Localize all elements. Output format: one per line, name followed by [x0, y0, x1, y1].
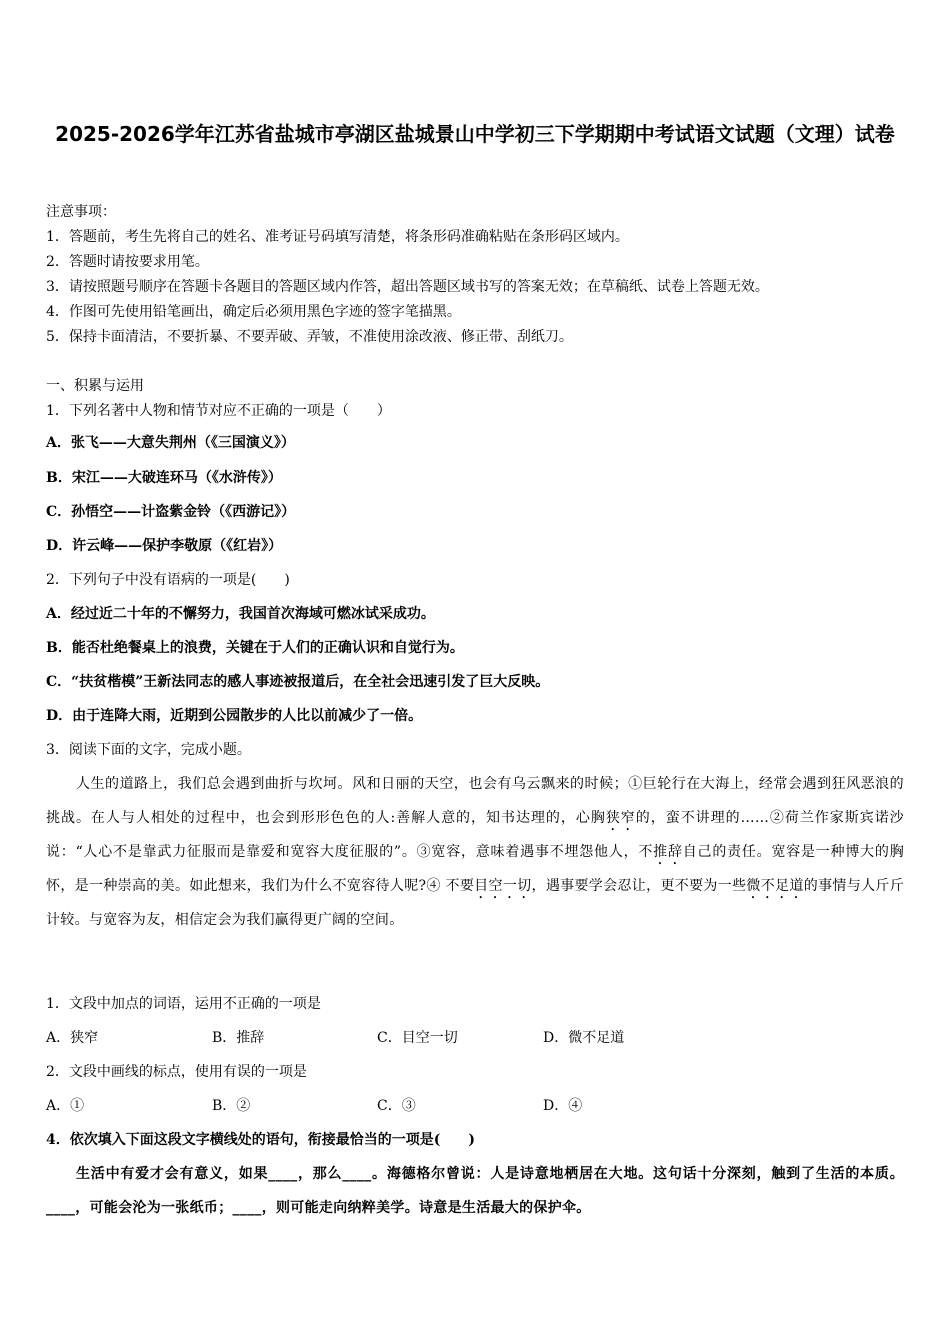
dotted-word: 目空一切 [474, 878, 532, 894]
notice-item: 3．请按照题号顺序在答题卡各题目的答题区域内作答，超出答题区域书写的答案无效；在草稿纸、试卷上答题无效。 [46, 279, 769, 295]
dotted-word: 微不足道 [746, 878, 804, 894]
question-3-stem: 3．阅读下面的文字，完成小题。 [46, 742, 251, 758]
notice-item: 5．保持卡面清洁，不要折暴、不要弄破、弄皱，不准使用涂改液、修正带、刮纸刀。 [46, 329, 573, 345]
question-4-passage: 生活中有爱才会有意义，如果____，那么____。海德格尔曾说：人是诗意地栖居在大地。这句话十分深刻，触到了生活的本质。____，可能会沦为一张纸币；____，则可能走向纳粹美学。诗意是生活最大的保护伞。 [46, 1166, 904, 1216]
dotted-word: 狭窄 [605, 810, 636, 826]
question-4-stem: 4．依次填入下面这段文字横线处的语句，衔接最恰当的一项是( ) [46, 1132, 475, 1148]
subquestion-1-stem: 1．文段中加点的词语，运用不正确的一项是 [46, 996, 321, 1012]
subquestion-2-option-c: C．③ [377, 1098, 416, 1114]
dotted-word: 推辞 [653, 844, 683, 860]
question-2-option-b: B．能否杜绝餐桌上的浪费，关键在于人们的正确认识和自觉行为。 [46, 640, 464, 656]
subquestion-1-option-a: A．狭窄 [46, 1030, 99, 1046]
subquestion-2-option-b: B．② [212, 1098, 251, 1114]
subquestion-2-stem: 2．文段中画线的标点，使用有误的一项是 [46, 1064, 307, 1080]
question-1-option-d: D．许云峰——保护李敬原（《红岩》） [46, 538, 283, 554]
notice-item: 1．答题前，考生先将自己的姓名、准考证号码填写清楚，将条形码准确粘贴在条形码区域内。 [46, 229, 629, 245]
question-2-option-d: D．由于连降大雨，近期到公园散步的人比以前减少了一倍。 [46, 708, 423, 724]
question-1-option-c: C．孙悟空——计盗紫金铃（《西游记》） [46, 504, 296, 520]
page-title: 2025-2026学年江苏省盐城市亭湖区盐城景山中学初三下学期期中考试语文试题（文理）试卷 [55, 122, 895, 146]
notice-heading: 注意事项： [46, 204, 116, 220]
subquestion-2-option-a: A．① [46, 1098, 85, 1114]
notice-item: 4．作图可先使用铅笔画出，确定后必须用黑色字迹的签字笔描黑。 [46, 304, 461, 320]
question-2-option-c: C．“扶贫楷模”王新法同志的感人事迹被报道后，在全社会迅速引发了巨大反映。 [46, 674, 550, 690]
question-2-stem: 2．下列句子中没有语病的一项是( ) [46, 572, 290, 588]
subquestion-1-option-c: C．目空一切 [377, 1030, 458, 1046]
subquestion-1-option-b: B．推辞 [212, 1030, 265, 1046]
question-1-option-a: A．张飞——大意失荆州（《三国演义》） [46, 435, 295, 451]
subquestion-1-option-d: D．微不足道 [543, 1030, 625, 1046]
section-heading: 一、积累与运用 [46, 378, 144, 394]
notice-item: 2．答题时请按要求用笔。 [46, 254, 209, 270]
question-1-stem: 1．下列名著中人物和情节对应不正确的一项是（ ） [46, 403, 391, 419]
question-2-option-a: A．经过近二十年的不懈努力，我国首次海域可燃冰试采成功。 [46, 606, 435, 622]
reading-passage: 人生的道路上，我们总会遇到曲折与坎坷。风和日丽的天空，也会有乌云飘来的时候；①巨轮行在大海上，经常会遇到狂风恶浪的挑战。在人与人相处的过程中，也会到形形色色的人:善解人意的，知书达理的，心胸狭窄的，蛮不讲理的……②荷兰作家斯宾诺沙说：“人心不是靠武力征服而是靠爱和宽容大度征服的”。③宽容，意味着遇事不埋怨他人，不推辞自己的责任。宽容是一种博大的胸怀，是一种崇高的美。如此想来，我们为什么不宽容待人呢?④ 不要目空一切，遇事要学会忍让，更不要为一些微不足道的事情与人斤斤计较。与宽容为友，相信定会为我们赢得更广阔的空间。 [46, 776, 905, 928]
question-1-option-b: B．宋江——大破连环马（《水浒传》） [46, 470, 282, 486]
subquestion-2-option-d: D．④ [543, 1098, 583, 1114]
